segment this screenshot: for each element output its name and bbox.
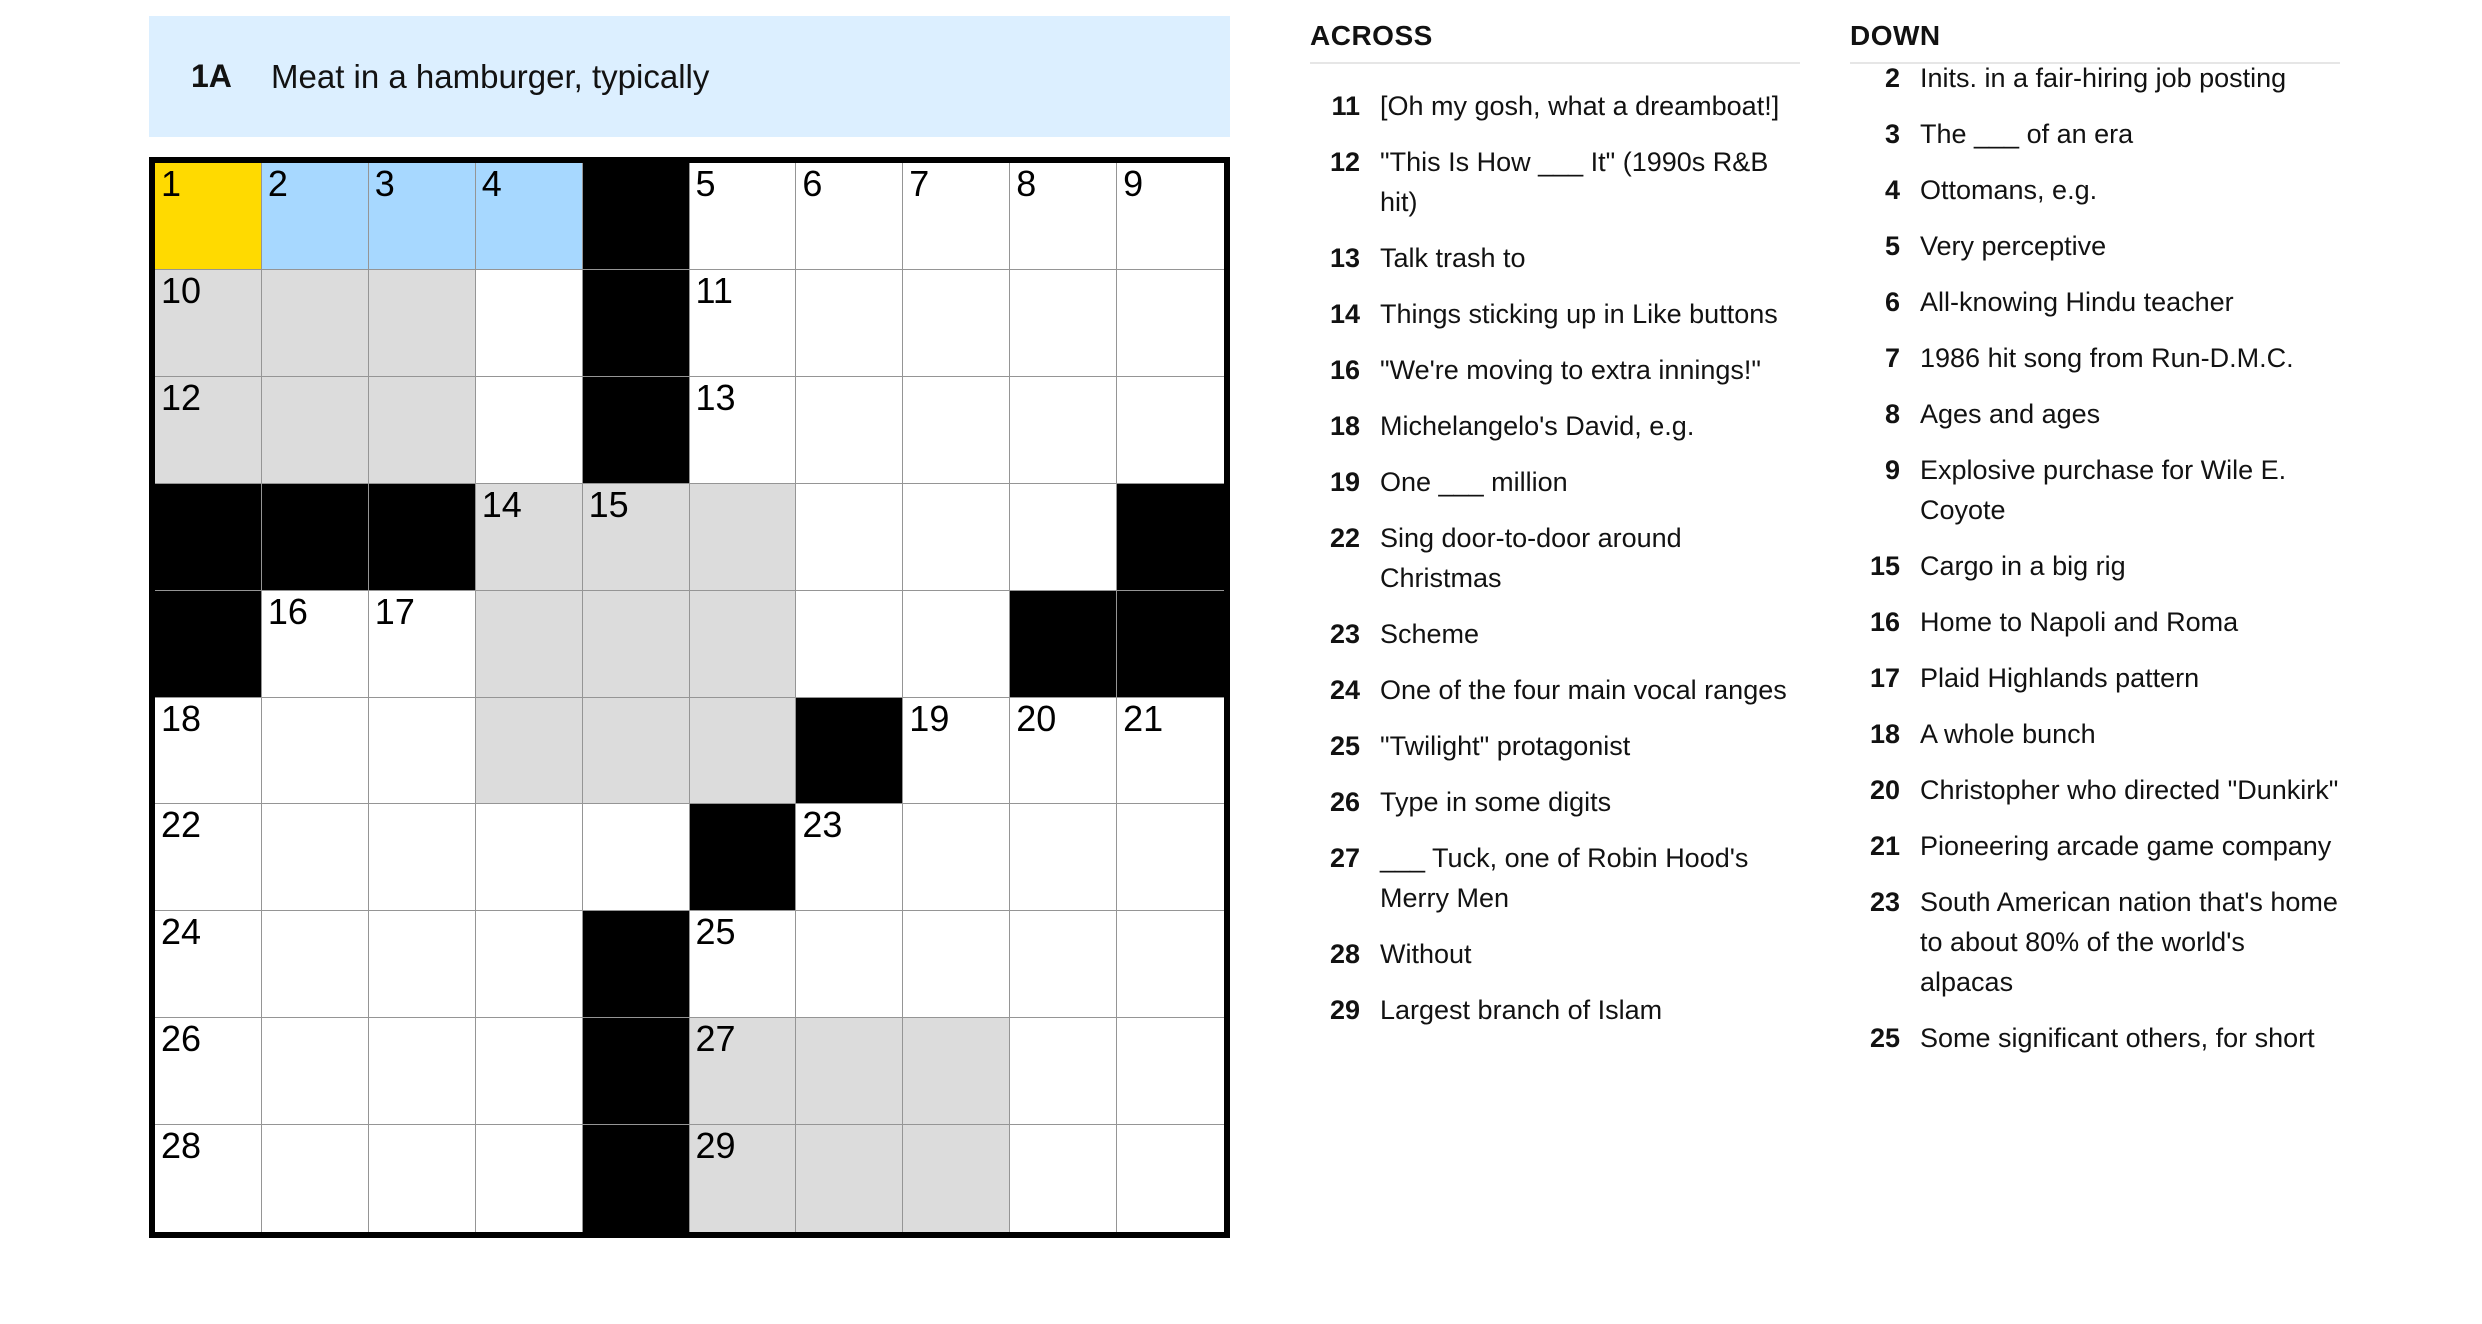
across-clue-item[interactable] (1310, 510, 1800, 606)
down-clues-panel (1850, 20, 2340, 1066)
clue-number: 21 (1869, 831, 1900, 861)
grid-cell[interactable] (1010, 377, 1117, 484)
cell-number: 4 (481, 163, 502, 204)
grid-cell[interactable] (262, 591, 369, 698)
clue-text: The ___ of an era (1920, 119, 2134, 149)
clue-text: One of the four main vocal ranges (1380, 675, 1787, 705)
grid-cell[interactable] (369, 698, 476, 805)
clue-number: 25 (1329, 731, 1360, 761)
clue-number: 7 (1884, 343, 1900, 373)
clue-text: 1986 hit song from Run-D.M.C. (1920, 343, 2294, 373)
grid-cell[interactable] (262, 804, 369, 911)
across-clue-item[interactable] (1310, 606, 1800, 662)
across-clue-item[interactable] (1310, 342, 1800, 398)
cell-number: 13 (695, 376, 736, 418)
grid-cell[interactable] (155, 377, 262, 484)
clue-number: 27 (1329, 843, 1360, 873)
grid-cell[interactable] (796, 1125, 903, 1232)
grid-cell[interactable] (155, 1018, 262, 1125)
grid-cell[interactable] (583, 698, 690, 805)
grid-cell[interactable] (796, 377, 903, 484)
block-cell (155, 591, 262, 698)
cell-number: 9 (1123, 163, 1144, 204)
clue-number: 29 (1329, 995, 1360, 1025)
clue-text: Some significant others, for short (1920, 1023, 2315, 1053)
clue-text: Ottomans, e.g. (1920, 175, 2098, 205)
down-clue-item[interactable] (1850, 1010, 2340, 1066)
clue-number: 13 (1329, 243, 1360, 273)
grid-cell[interactable] (155, 804, 262, 911)
grid-cell[interactable] (476, 804, 583, 911)
across-clue-item[interactable] (1310, 286, 1800, 342)
cell-number: 6 (802, 163, 823, 204)
cell-number: 8 (1016, 163, 1037, 204)
grid-cell[interactable] (476, 163, 583, 270)
cell-number: 28 (161, 1125, 202, 1167)
grid-cell[interactable] (796, 911, 903, 1018)
cell-number: 27 (695, 1018, 736, 1060)
clue-text: Home to Napoli and Roma (1920, 607, 2239, 637)
grid-cell[interactable] (903, 484, 1010, 591)
clue-text: Ages and ages (1920, 399, 2101, 429)
down-heading: DOWN (1850, 20, 2340, 64)
block-cell (583, 163, 690, 270)
clue-number: 28 (1329, 939, 1360, 969)
across-clue-item[interactable] (1310, 982, 1800, 1038)
grid-cell[interactable] (1117, 698, 1224, 805)
grid-cell[interactable] (690, 163, 797, 270)
clue-number: 19 (1329, 467, 1360, 497)
cell-number: 14 (481, 483, 522, 525)
cell-number: 1 (161, 163, 182, 204)
across-clue-item[interactable] (1310, 926, 1800, 982)
grid-cell[interactable] (796, 163, 903, 270)
cell-number: 16 (267, 590, 308, 632)
grid-cell[interactable] (262, 1125, 369, 1232)
grid-cell[interactable] (690, 377, 797, 484)
grid-cell[interactable] (369, 377, 476, 484)
clue-number: 22 (1329, 523, 1360, 553)
clue-number: 23 (1329, 619, 1360, 649)
grid-cell[interactable] (583, 591, 690, 698)
clue-number: 4 (1884, 175, 1900, 205)
grid-cell[interactable] (903, 1018, 1010, 1125)
cell-number: 5 (695, 163, 716, 204)
grid-cell[interactable] (690, 591, 797, 698)
grid-cell[interactable] (369, 1018, 476, 1125)
current-clue-bar[interactable] (149, 16, 1230, 137)
clue-number: 24 (1329, 675, 1360, 705)
cell-number: 21 (1123, 697, 1164, 739)
cell-number: 15 (588, 483, 629, 525)
grid-cell[interactable] (903, 377, 1010, 484)
block-cell (155, 484, 262, 591)
clue-number: 8 (1884, 399, 1900, 429)
down-clue-item[interactable] (1850, 50, 2340, 106)
grid-cell[interactable] (262, 163, 369, 270)
current-clue-text: Meat in a hamburger, typically (271, 57, 710, 95)
grid-cell-selected[interactable] (155, 163, 262, 270)
grid-cell[interactable] (1117, 377, 1224, 484)
cell-number: 20 (1016, 697, 1057, 739)
clue-text: ___ Tuck, one of Robin Hood's Merry Men (1380, 843, 1749, 913)
clue-text: Talk trash to (1380, 243, 1526, 273)
grid-cell[interactable] (583, 484, 690, 591)
grid-cell[interactable] (476, 1125, 583, 1232)
clue-number: 9 (1884, 455, 1900, 485)
clue-number: 25 (1869, 1023, 1900, 1053)
down-clue-item[interactable] (1850, 874, 2340, 1010)
clue-text: Michelangelo's David, e.g. (1380, 411, 1695, 441)
grid-cell[interactable] (262, 377, 369, 484)
grid-cell[interactable] (1117, 1125, 1224, 1232)
cell-number: 7 (909, 163, 930, 204)
cell-number: 26 (161, 1018, 202, 1060)
grid-cell[interactable] (476, 911, 583, 1018)
across-clue-item[interactable] (1310, 454, 1800, 510)
block-cell (796, 698, 903, 805)
down-clue-item[interactable] (1850, 218, 2340, 274)
grid-cell[interactable] (796, 591, 903, 698)
clue-number: 5 (1884, 231, 1900, 261)
clue-text: [Oh my gosh, what a dreamboat!] (1380, 91, 1780, 121)
across-clue-item[interactable] (1310, 718, 1800, 774)
block-cell (369, 484, 476, 591)
grid-cell[interactable] (796, 1018, 903, 1125)
cell-number: 19 (909, 697, 950, 739)
clue-text: Inits. in a fair-hiring job posting (1920, 63, 2287, 93)
grid-cell[interactable] (690, 270, 797, 377)
grid-cell[interactable] (690, 911, 797, 1018)
block-cell (262, 484, 369, 591)
across-clue-item[interactable] (1310, 774, 1800, 830)
grid-cell[interactable] (476, 1018, 583, 1125)
cell-number: 12 (161, 376, 202, 418)
grid-cell[interactable] (476, 698, 583, 805)
cell-number: 11 (695, 269, 733, 311)
grid-cell[interactable] (476, 270, 583, 377)
clue-text: Very perceptive (1920, 231, 2107, 261)
block-cell (583, 1125, 690, 1232)
block-cell (690, 804, 797, 911)
across-clue-item[interactable] (1310, 78, 1800, 134)
across-heading: ACROSS (1310, 20, 1800, 64)
grid-cell[interactable] (155, 911, 262, 1018)
down-clue-item[interactable] (1850, 386, 2340, 442)
grid-cell[interactable] (369, 270, 476, 377)
clue-text: Explosive purchase for Wile E. Coyote (1920, 455, 2287, 525)
grid-cell[interactable] (262, 270, 369, 377)
across-clue-item[interactable] (1310, 830, 1800, 926)
cell-number: 10 (161, 269, 202, 311)
cell-number: 22 (161, 804, 202, 846)
grid-cell[interactable] (155, 1125, 262, 1232)
grid-cell[interactable] (690, 1125, 797, 1232)
grid-cell[interactable] (903, 270, 1010, 377)
cell-number: 3 (374, 163, 395, 204)
grid-cell[interactable] (690, 1018, 797, 1125)
clue-number: 12 (1329, 147, 1360, 177)
crossword-board (149, 157, 1230, 1238)
across-clue-item[interactable] (1310, 230, 1800, 286)
grid-cell[interactable] (1117, 270, 1224, 377)
clue-text: "We're moving to extra innings!" (1380, 355, 1761, 385)
across-clues-panel (1310, 20, 1800, 1038)
down-clue-item[interactable] (1850, 650, 2340, 706)
clue-text: Type in some digits (1380, 787, 1612, 817)
clue-text: Plaid Highlands pattern (1920, 663, 2200, 693)
block-cell (583, 377, 690, 484)
clue-text: Scheme (1380, 619, 1480, 649)
grid-cell[interactable] (262, 911, 369, 1018)
clue-number: 16 (1329, 355, 1360, 385)
grid-cell[interactable] (1010, 698, 1117, 805)
grid-cell[interactable] (1010, 911, 1117, 1018)
block-cell (583, 270, 690, 377)
grid-cell[interactable] (796, 484, 903, 591)
grid-cell[interactable] (262, 698, 369, 805)
grid-cell[interactable] (690, 698, 797, 805)
clue-number: 18 (1869, 719, 1900, 749)
clue-number: 15 (1869, 551, 1900, 581)
down-clue-item[interactable] (1850, 106, 2340, 162)
down-clue-item[interactable] (1850, 274, 2340, 330)
clue-text: South American nation that's home to about 80% of the world's alpacas (1920, 887, 2338, 997)
cell-number: 23 (802, 804, 843, 846)
grid-cell[interactable] (903, 163, 1010, 270)
clue-text: Sing door-to-door around Christmas (1380, 523, 1682, 593)
grid-cell[interactable] (1010, 804, 1117, 911)
cell-number: 2 (267, 163, 288, 204)
block-cell (1117, 484, 1224, 591)
down-clue-item[interactable] (1850, 442, 2340, 538)
grid-cell[interactable] (583, 804, 690, 911)
down-clue-item[interactable] (1850, 762, 2340, 818)
clue-number: 6 (1884, 287, 1900, 317)
clue-number: 3 (1884, 119, 1900, 149)
down-clue-list (1850, 50, 2340, 1066)
grid-cell[interactable] (476, 484, 583, 591)
grid-cell[interactable] (903, 698, 1010, 805)
down-clue-item[interactable] (1850, 706, 2340, 762)
grid-cell[interactable] (262, 1018, 369, 1125)
across-clue-item[interactable] (1310, 662, 1800, 718)
cell-number: 29 (695, 1125, 736, 1167)
cell-number: 17 (374, 590, 415, 632)
clue-text: Christopher who directed "Dunkirk" (1920, 775, 2339, 805)
clue-text: All-knowing Hindu teacher (1920, 287, 2234, 317)
current-clue-number: 1A (191, 58, 232, 94)
grid-cell[interactable] (369, 911, 476, 1018)
crossword-grid (155, 163, 1224, 1232)
cell-number: 18 (161, 697, 202, 739)
across-clue-item[interactable] (1310, 398, 1800, 454)
clue-number: 16 (1869, 607, 1900, 637)
grid-cell[interactable] (1010, 1125, 1117, 1232)
grid-cell[interactable] (155, 698, 262, 805)
clue-text: Things sticking up in Like buttons (1380, 299, 1778, 329)
grid-cell[interactable] (1117, 163, 1224, 270)
clue-number: 20 (1869, 775, 1900, 805)
clue-number: 26 (1329, 787, 1360, 817)
clue-number: 17 (1869, 663, 1900, 693)
block-cell (1010, 591, 1117, 698)
down-clue-item[interactable] (1850, 162, 2340, 218)
grid-cell[interactable] (155, 270, 262, 377)
grid-cell[interactable] (690, 484, 797, 591)
grid-cell[interactable] (369, 591, 476, 698)
grid-cell[interactable] (369, 163, 476, 270)
grid-cell[interactable] (903, 911, 1010, 1018)
cell-number: 25 (695, 911, 736, 953)
clue-text: Pioneering arcade game company (1920, 831, 2332, 861)
across-clue-list (1310, 64, 1800, 1038)
clue-number: 2 (1884, 63, 1900, 93)
grid-cell[interactable] (1010, 484, 1117, 591)
clue-number: 18 (1329, 411, 1360, 441)
clue-text: A whole bunch (1920, 719, 2096, 749)
grid-cell[interactable] (1117, 1018, 1224, 1125)
grid-cell[interactable] (903, 591, 1010, 698)
clue-number: 23 (1869, 887, 1900, 917)
grid-cell[interactable] (1010, 270, 1117, 377)
clue-text: "This Is How ___ It" (1990s R&B hit) (1380, 147, 1769, 217)
down-clue-item[interactable] (1850, 594, 2340, 650)
grid-cell[interactable] (1117, 911, 1224, 1018)
clue-text: One ___ million (1380, 467, 1568, 497)
cell-number: 24 (161, 911, 202, 953)
block-cell (583, 911, 690, 1018)
down-clue-item[interactable] (1850, 818, 2340, 874)
block-cell (583, 1018, 690, 1125)
grid-cell[interactable] (476, 591, 583, 698)
grid-cell[interactable] (903, 1125, 1010, 1232)
grid-cell[interactable] (1010, 1018, 1117, 1125)
clue-text: Cargo in a big rig (1920, 551, 2126, 581)
block-cell (1117, 591, 1224, 698)
clue-text: Without (1380, 939, 1472, 969)
grid-cell[interactable] (903, 804, 1010, 911)
grid-cell[interactable] (476, 377, 583, 484)
grid-cell[interactable] (796, 804, 903, 911)
grid-cell[interactable] (1117, 804, 1224, 911)
clue-number: 14 (1329, 299, 1360, 329)
down-clue-item[interactable] (1850, 330, 2340, 386)
grid-cell[interactable] (796, 270, 903, 377)
clue-text: Largest branch of Islam (1380, 995, 1663, 1025)
grid-cell[interactable] (1010, 163, 1117, 270)
across-clue-item[interactable] (1310, 134, 1800, 230)
grid-cell[interactable] (369, 1125, 476, 1232)
down-clue-item[interactable] (1850, 538, 2340, 594)
clue-number: 11 (1331, 91, 1360, 121)
clue-text: "Twilight" protagonist (1380, 731, 1631, 761)
grid-cell[interactable] (369, 804, 476, 911)
